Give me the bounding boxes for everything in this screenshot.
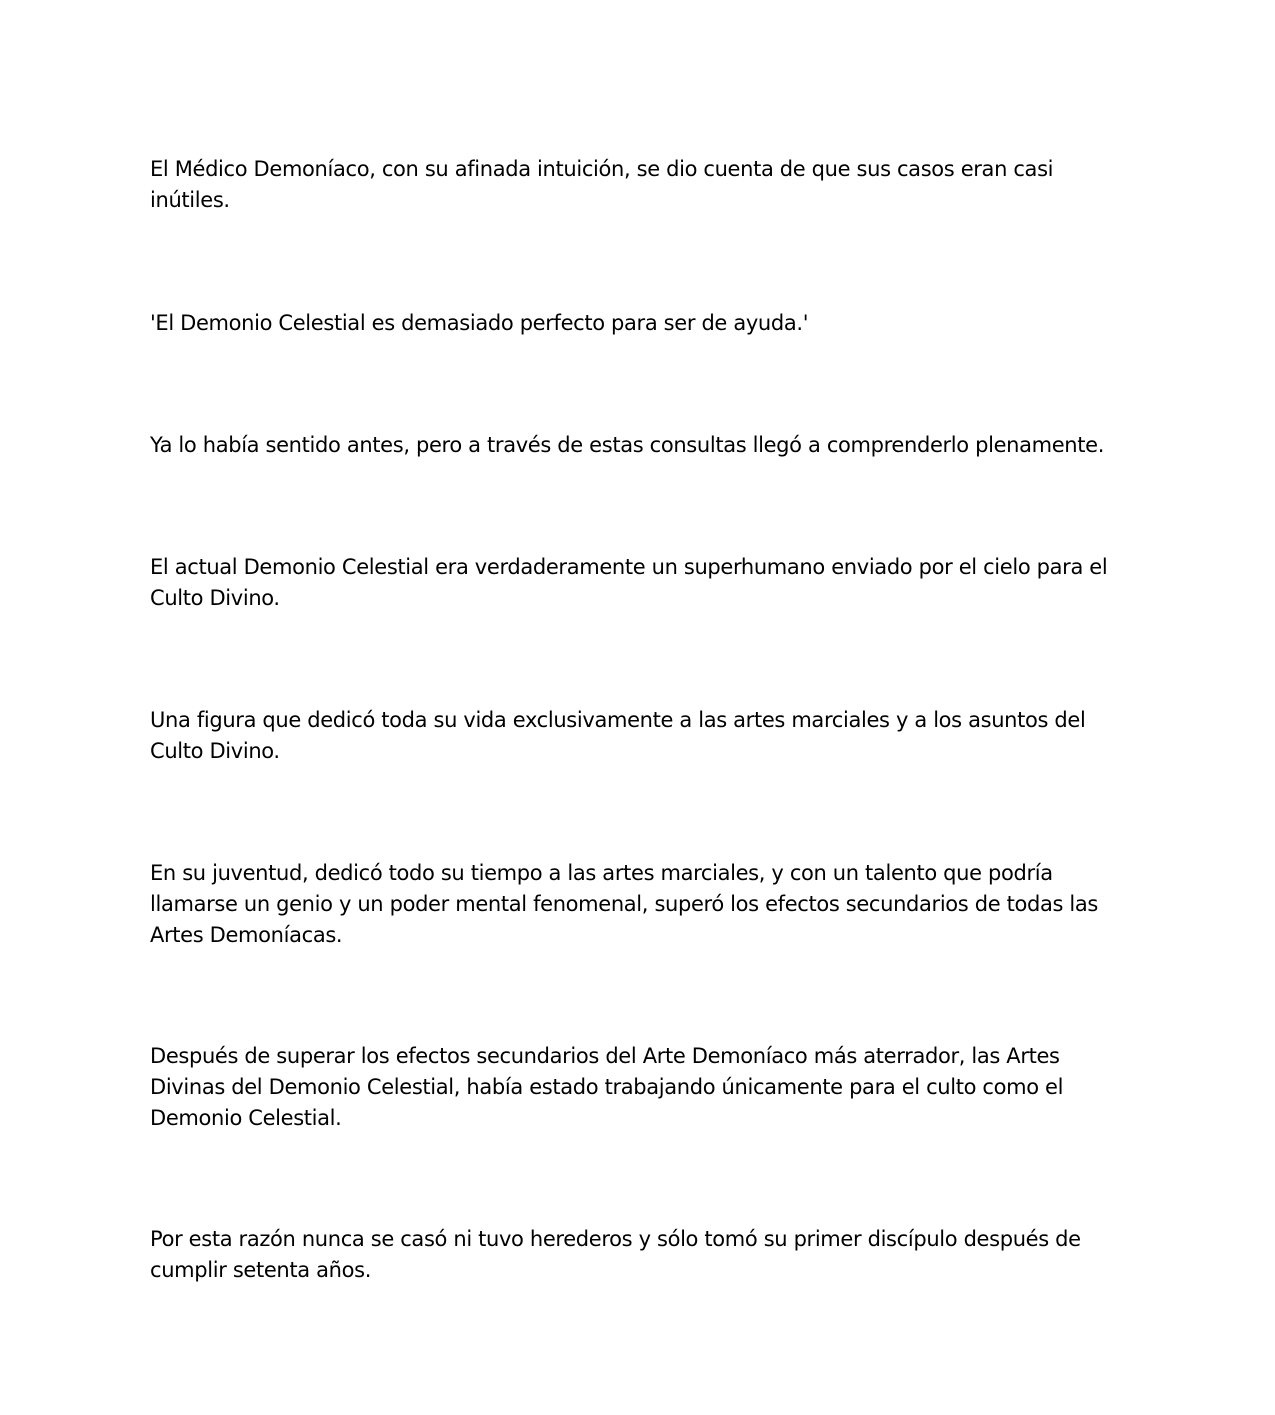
paragraph-8: Por esta razón nunca se casó ni tuvo herederos y sólo tomó su primer discípulo después de cumplir setenta años.	[150, 1227, 1081, 1282]
paragraph-7: Después de superar los efectos secundarios del Arte Demoníaco más aterrador, las Artes Divinas del Demonio Celestial, había estado trabajando únicamente para el culto como el Demonio Celestial.	[150, 1044, 1064, 1130]
paragraph-1: El Médico Demoníaco, con su afinada intuición, se dio cuenta de que sus casos eran casi inútiles.	[150, 157, 1054, 212]
paragraph-2: 'El Demonio Celestial es demasiado perfecto para ser de ayuda.'	[150, 311, 809, 335]
paragraph-4: El actual Demonio Celestial era verdaderamente un superhumano enviado por el cielo para el Culto Divino.	[150, 555, 1108, 610]
paragraph-3: Ya lo había sentido antes, pero a través de estas consultas llegó a comprenderlo plenamente.	[150, 433, 1105, 457]
paragraph-5: Una figura que dedicó toda su vida exclusivamente a las artes marciales y a los asuntos del Culto Divino.	[150, 708, 1086, 763]
paragraph-6: En su juventud, dedicó todo su tiempo a las artes marciales, y con un talento que podría llamarse un genio y un poder mental fenomenal, superó los efectos secundarios de todas las Artes Demoníacas.	[150, 861, 1098, 947]
